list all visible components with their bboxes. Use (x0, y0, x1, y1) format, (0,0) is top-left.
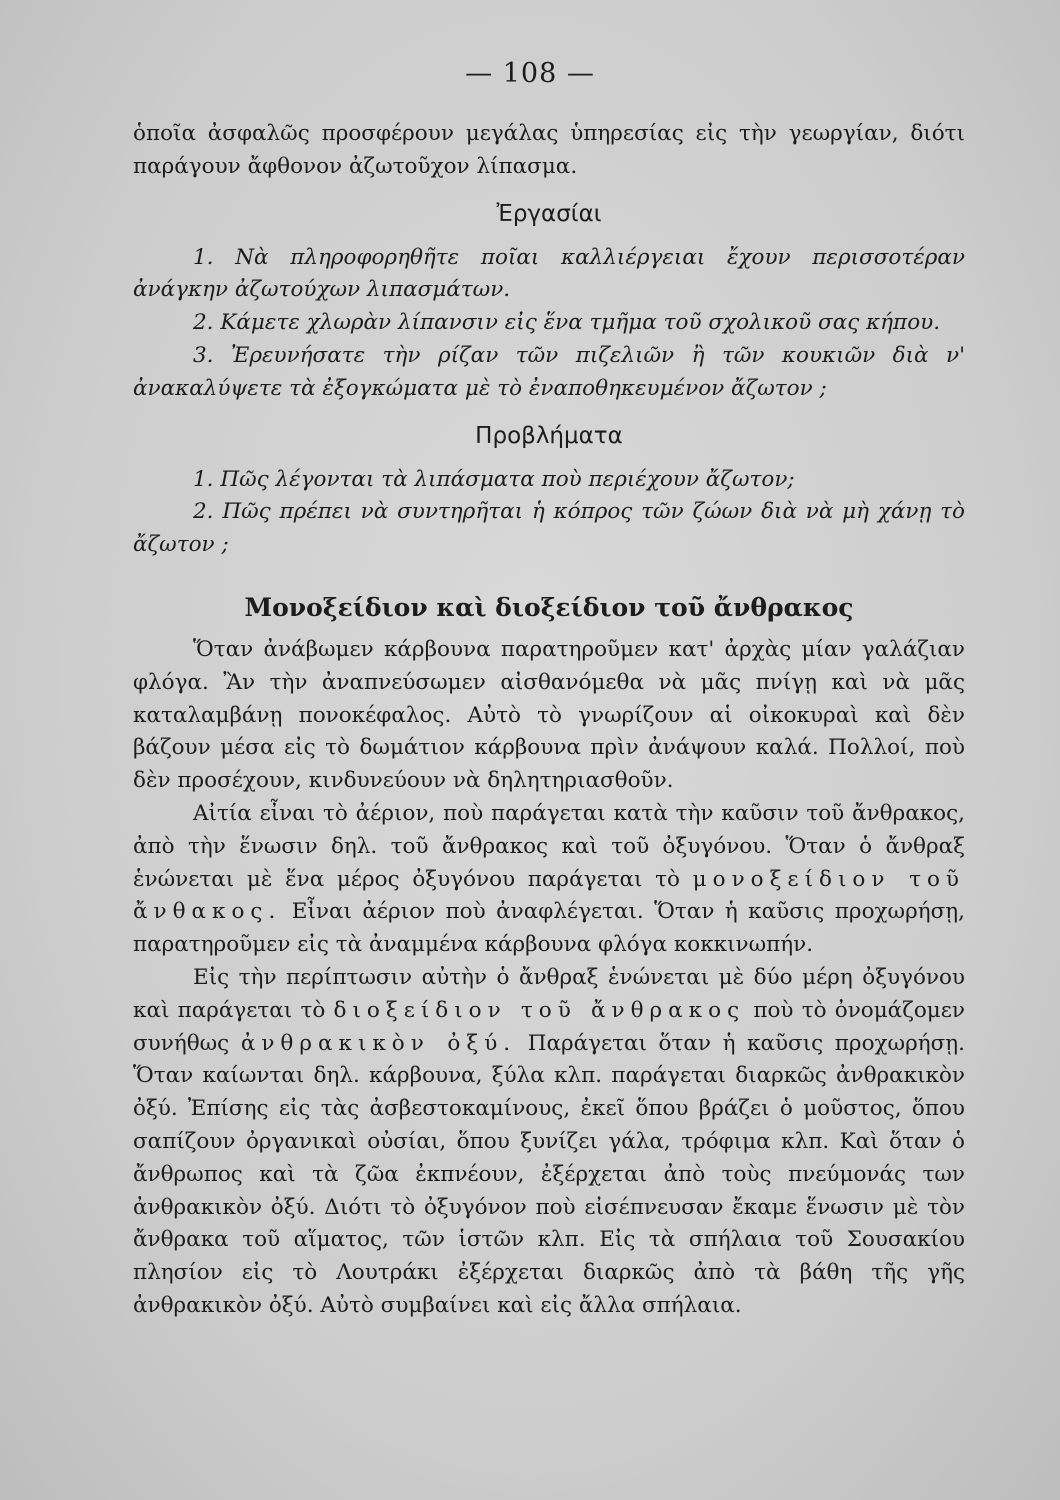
paragraph-monoxide (133, 798, 965, 962)
task-item: 3. Ἐρευνήσατε τὴν ρίζαν τῶν πιζελιῶν ἢ τῶν κουκιῶν διὰ ν' ἀνακαλύψετε τὰ ἐξογκώματα μὲ τὸ ἐναποθηκευμένον ἄζωτον ; (133, 342, 965, 401)
paragraph-text: Αἰτία εἶναι τὸ ἀέριον, ποὺ παράγεται κατὰ τὴν καῦσιν τοῦ ἄνθρακος, ἀπὸ τὴν ἕνωσιν δηλ. τοῦ ἄνθρακος καὶ τοῦ ὀξυγόνου. Ὅταν ὁ ἄνθραξ ἑνώνεται μὲ ἕνα μέρος ὀξυγόνου παράγεται τὸ (133, 800, 965, 892)
tasks-heading: Ἐργασίαι (496, 200, 602, 227)
term-monoxide: μονοξείδιον τοῦ ἄνθακος. (133, 866, 965, 925)
task-item: 1. Νὰ πληροφορηθῆτε ποῖαι καλλιέργειαι ἔχουν περισσοτέραν ἀνάγκην ἀζωτούχων λιπασμάτων. (133, 244, 965, 303)
paragraph-text: Εἶναι ἀέριον ποὺ ἀναφλέγεται. Ὅταν ἡ καῦσις προχωρήσῃ, παρατηροῦμεν εἰς τὰ ἀναμμένα κάρβουνα φλόγα κοκκινωπήν. (133, 899, 965, 958)
page-content (133, 118, 965, 1323)
paragraph-text: ποὺ τὸ ὀνομάζομεν συνήθως (133, 997, 965, 1056)
paragraph-text: Παράγεται ὅταν ἡ καῦσις προχωρήσῃ. Ὅταν καίωνται δηλ. κάρβουνα, ξύλα κλπ. παράγεται διαρκῶς ἀνθρακικὸν ὀξύ. Ἐπίσης εἰς τὰς ἀσβεστοκαμίνους, ἐκεῖ ὅπου βράζει ὁ μοῦστος, ὅπου σαπίζουν ὀργανικαὶ οὐσίαι, ὅπου ξυνίζει γάλα, τρόφιμα κλπ. Καὶ ὅταν ὁ ἄνθρωπος καὶ τὰ ζῶα ἐκπνέουν, ἐξέρχεται ἀπὸ τοὺς πνεύμονάς των ἀνθρακικὸν ὀξύ. Διότι τὸ ὀξυγόνον ποὺ εἰσέπνευσαν ἔκαμε ἕνωσιν μὲ τὸν ἄνθρακα τοῦ αἵματος, τῶν ἱστῶν κλπ. Εἰς τὰ σπήλαια τοῦ Σουσακίου πλησίον εἰς τὸ Λουτράκι ἐξέρχεται διαρκῶς ἀπὸ τὰ βάθη τῆς γῆς ἀνθρακικὸν ὀξύ. Αὐτὸ συμβαίνει καὶ εἰς ἄλλα σπήλαια. (133, 1030, 965, 1318)
intro-paragraph: ὁποῖα ἀσφαλῶς προσφέρουν μεγάλας ὑπηρεσίας εἰς τὴν γεωργίαν, διότι παράγουν ἄφθονον ἀζωτοῦχον λίπασμα. (133, 121, 965, 179)
paragraph-text: Εἰς τὴν περίπτωσιν αὐτὴν ὁ ἄνθραξ ἑνώνεται μὲ δύο μέρη ὀξυγόνου καὶ παράγεται τὸ (133, 964, 965, 1023)
task-item: 2. Κάμετε χλωρὰν λίπανσιν εἰς ἕνα τμῆμα τοῦ σχολικοῦ σας κήπου. (193, 310, 941, 336)
term-dioxide: διοξείδιον τοῦ ἄνθρακος (333, 997, 746, 1023)
problem-item: 1. Πῶς λέγονται τὰ λιπάσματα ποὺ περιέχουν ἄζωτον; (193, 466, 795, 492)
paragraph-carbon-burning: Ὅταν ἀνάβωμεν κάρβουνα παρατηροῦμεν κατ' ἀρχὰς μίαν γαλάζιαν φλόγα. Ἂν τὴν ἀναπνεύσωμεν αἰσθανόμεθα νὰ μᾶς πνίγῃ καὶ νὰ μᾶς καταλαμβάνῃ πονοκέφαλος. Αὐτὸ τὸ γνωρίζουν αἱ οἰκοκυραὶ καὶ δὲν βάζουν μέσα εἰς τὸ δωμάτιον κάρβουνα πρὶν ἀνάψουν καλά. Πολλοί, ποὺ δὲν προσέχουν, κινδυνεύουν νὰ δηλητηριασθοῦν. (133, 636, 965, 794)
problems-heading: Προβλήματα (475, 422, 623, 449)
paragraph-dioxide (133, 962, 965, 1323)
section-title: Μονοξείδιον καὶ διοξείδιον τοῦ ἄνθρακος (244, 592, 854, 622)
page-number: — 108 — (465, 58, 595, 89)
problem-item: 2. Πῶς πρέπει νὰ συντηρῆται ἡ κόπρος τῶν ζώων διὰ νὰ μὴ χάνῃ τὸ ἄζωτον ; (133, 499, 965, 558)
term-carbonic-acid: ἀνθρακικὸν ὀξύ. (240, 1030, 517, 1056)
